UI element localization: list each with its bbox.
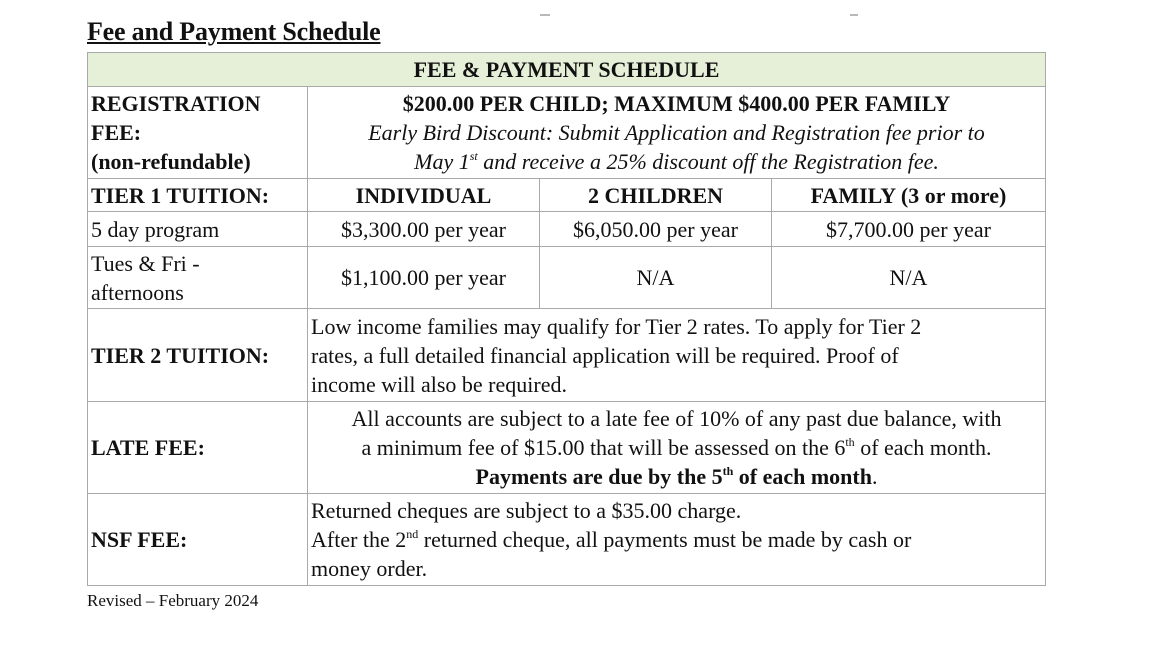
nsf-fee-details [308, 494, 1046, 586]
registration-amount: $200.00 PER CHILD; MAXIMUM $400.00 PER FAMILY [402, 91, 951, 116]
price-family: N/A [772, 247, 1046, 309]
registration-row [88, 87, 1046, 179]
column-header-individual: INDIVIDUAL [308, 179, 540, 212]
price-individual: $1,100.00 per year [308, 247, 540, 309]
program-name [88, 247, 308, 309]
payment-due-line: Payments are due by the 5th of each month. [475, 463, 878, 489]
fee-schedule-table [87, 52, 1046, 586]
late-fee-line: All accounts are subject to a late fee of 10% of any past due balance, with [351, 406, 1002, 431]
price-2-children: N/A [540, 247, 772, 309]
registration-label-line: (non-refundable) [91, 149, 251, 174]
registration-label [88, 87, 308, 179]
nsf-fee-row [88, 494, 1046, 586]
tier2-line: rates, a full detailed financial application will be required. Proof of [311, 342, 899, 368]
program-name: 5 day program [88, 212, 308, 247]
registration-details [308, 87, 1046, 179]
nsf-fee-line: After the 2nd returned cheque, all payments must be made by cash or [311, 526, 912, 552]
tier2-line: income will also be required. [311, 371, 567, 397]
column-header-2-children: 2 CHILDREN [540, 179, 772, 212]
column-header-family: FAMILY (3 or more) [772, 179, 1046, 212]
tier2-line: Low income families may qualify for Tier 2 rates. To apply for Tier 2 [311, 313, 922, 339]
tier2-row [88, 309, 1046, 402]
program-name-line: afternoons [91, 279, 184, 305]
price-individual: $3,300.00 per year [308, 212, 540, 247]
price-family: $7,700.00 per year [772, 212, 1046, 247]
scan-artifact [850, 14, 858, 16]
tier1-header-row [88, 179, 1046, 212]
table-row [88, 247, 1046, 309]
nsf-fee-line: money order. [311, 556, 428, 581]
document-title: Fee and Payment Schedule [87, 17, 381, 46]
table-header-row [88, 53, 1046, 87]
scan-artifact [540, 14, 550, 16]
revision-note: Revised – February 2024 [87, 591, 259, 610]
registration-label-line: FEE: [91, 120, 142, 145]
nsf-fee-line: Returned cheques are subject to a $35.00 charge. [311, 498, 742, 523]
late-fee-row [88, 402, 1046, 494]
tier2-label: TIER 2 TUITION: [88, 309, 308, 402]
nsf-fee-label: NSF FEE: [88, 494, 308, 586]
late-fee-label: LATE FEE: [88, 402, 308, 494]
late-fee-details [308, 402, 1046, 494]
tier2-details [308, 309, 1046, 402]
price-2-children: $6,050.00 per year [540, 212, 772, 247]
late-fee-line: a minimum fee of $15.00 that will be assessed on the 6th of each month. [361, 434, 992, 460]
table-header: FEE & PAYMENT SCHEDULE [88, 53, 1046, 87]
early-bird-line: Early Bird Discount: Submit Application and Registration fee prior to [368, 120, 985, 145]
program-name-line: Tues & Fri - [91, 250, 200, 276]
tier1-label: TIER 1 TUITION: [88, 179, 308, 212]
early-bird-line: May 1st and receive a 25% discount off the Registration fee. [414, 148, 939, 174]
table-row [88, 212, 1046, 247]
registration-label-line: REGISTRATION [91, 91, 261, 116]
